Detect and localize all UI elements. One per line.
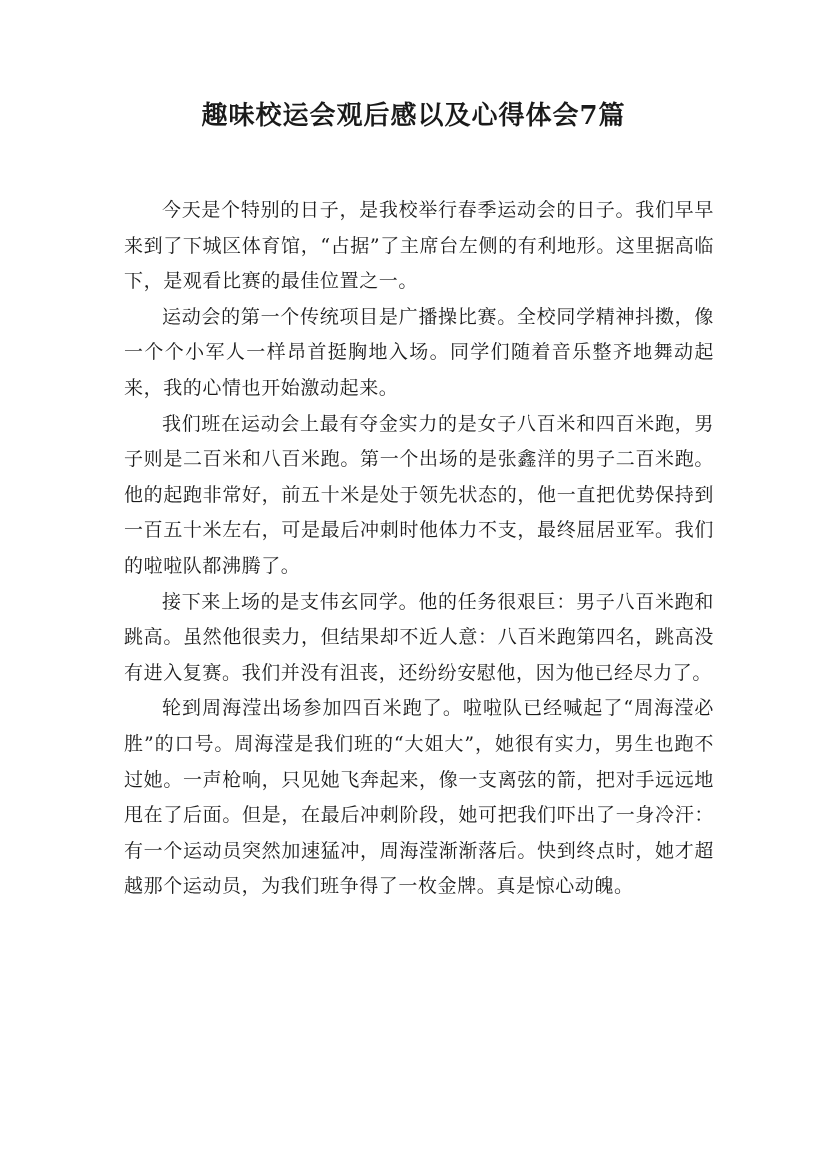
document-body (124, 193, 714, 905)
paragraph-1: 今天是个特别的日子，是我校举行春季运动会的日子。我们早早来到了下城区体育馆，“占据”了主席台左侧的有利地形。这里据高临下，是观看比赛的最佳位置之一。 (124, 199, 714, 293)
paragraph-5: 轮到周海滢出场参加四百米跑了。啦啦队已经喊起了“周海滢必胜”的口号。周海滢是我们班的“大姐大”，她很有实力，男生也跑不过她。一声枪响，只见她飞奔起来，像一支离弦的箭，把对手远远地甩在了后面。但是，在最后冲刺阶段，她可把我们吓出了一身冷汗：有一个运动员突然加速猛冲，周海滢渐渐落后。快到终点时，她才超越那个运动员，为我们班争得了一枚金牌。真是惊心动魄。 (124, 697, 714, 898)
paragraph-2: 运动会的第一个传统项目是广播操比赛。全校同学精神抖擞，像一个个小军人一样昂首挺胸地入场。同学们随着音乐整齐地舞动起来，我的心情也开始激动起来。 (124, 305, 714, 399)
paragraph-3: 我们班在运动会上最有夺金实力的是女子八百米和四百米跑，男子则是二百米和八百米跑。第一个出场的是张鑫洋的男子二百米跑。他的起跑非常好，前五十米是处于领先状态的，他一直把优势保持到一百五十米左右，可是最后冲刺时他体力不支，最终屈居亚军。我们的啦啦队都沸腾了。 (124, 412, 714, 577)
paragraph-4: 接下来上场的是支伟玄同学。他的任务很艰巨：男子八百米跑和跳高。虽然他很卖力，但结果却不近人意：八百米跑第四名，跳高没有进入复赛。我们并没有沮丧，还纷纷安慰他，因为他已经尽力了。 (124, 590, 714, 684)
page-title: 趣味校运会观后感以及心得体会7篇 (201, 101, 626, 131)
